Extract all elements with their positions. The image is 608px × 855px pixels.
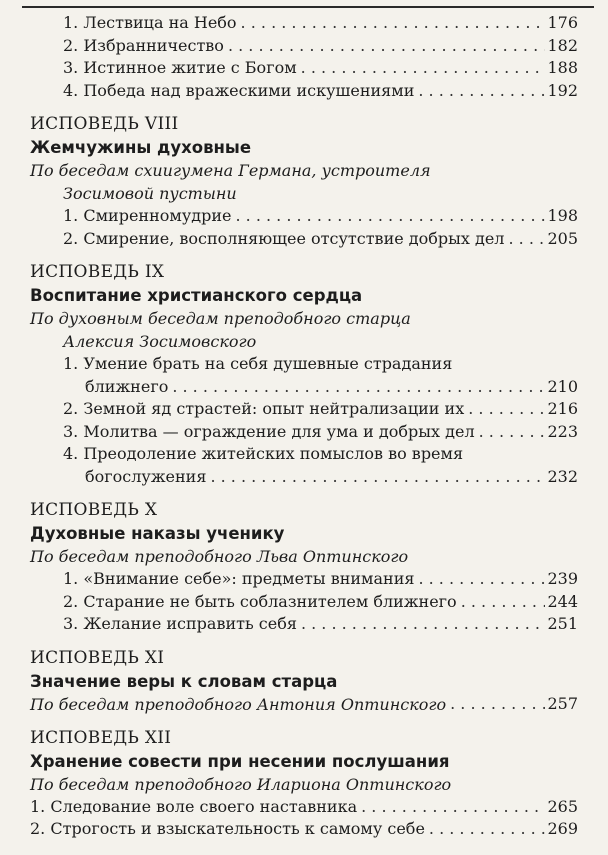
leader-dots [479, 421, 546, 444]
toc-entry-page: 192 [547, 80, 578, 100]
section-title: Воспитание христианского сердца [30, 286, 363, 305]
section-subtitle-cont: Зосимовой пустыни [63, 184, 237, 203]
section-subtitle: По беседам схиигумена Германа, устроителя [30, 161, 431, 180]
toc-entry-text: 3. Желание исправить себя [63, 614, 297, 633]
toc-entry[interactable] [30, 35, 578, 58]
leader-dots [301, 57, 546, 80]
leader-dots [210, 466, 545, 489]
toc-entry[interactable] [30, 818, 578, 841]
section-heading: ИСПОВЕДЬ X [30, 500, 158, 520]
leader-dots [172, 376, 545, 399]
toc-entry[interactable] [30, 205, 578, 228]
leader-dots [461, 591, 546, 614]
leader-dots [429, 818, 546, 841]
leader-dots [241, 12, 546, 35]
section-subtitle-cont: Алексия Зосимовского [63, 332, 257, 351]
toc-section-10 [30, 498, 578, 636]
section-heading: ИСПОВЕДЬ VIII [30, 114, 179, 134]
toc-entry-page: 244 [547, 591, 578, 611]
toc-entry[interactable] [30, 12, 578, 35]
toc-entry-text: 2. Смирение, восполняющее отсутствие добрых дел [63, 228, 505, 248]
section-title: Хранение совести при несении послушания [30, 751, 450, 771]
toc-entry[interactable] [30, 57, 578, 80]
toc-entry-text: 2. Избранничество [63, 35, 224, 55]
toc-entry-text: 3. Истинное житие с Богом [63, 58, 297, 77]
toc-entry-text: 1. Следование воле своего наставника [30, 796, 358, 816]
toc-section-8 [30, 112, 578, 250]
section-title: Жемчужины духовные [30, 138, 252, 157]
toc-entry[interactable] [30, 228, 578, 251]
section-heading: ИСПОВЕДЬ IX [30, 262, 165, 282]
toc-entry[interactable] [30, 613, 578, 636]
leader-dots [508, 228, 545, 251]
section-title: Значение веры к словам старца [30, 671, 338, 691]
toc-entry-page: 188 [547, 58, 578, 77]
toc-entry-page: 182 [547, 35, 578, 55]
leader-dots [228, 35, 546, 58]
top-rule [22, 6, 594, 8]
toc-entry-text: ближнего [85, 376, 169, 396]
toc-entry-text: 2. Старание не быть соблазнителем ближнего [63, 591, 457, 611]
toc-entry[interactable] [30, 80, 578, 103]
toc-entry-page: 265 [547, 796, 578, 816]
section-title: Духовные наказы ученику [30, 524, 285, 543]
section-subtitle: По беседам преподобного Антония Оптинского [30, 694, 447, 714]
leader-dots [418, 568, 545, 591]
toc-entry-page: 176 [547, 13, 578, 32]
toc-entry-page: 239 [547, 569, 578, 588]
toc-entry[interactable] [30, 568, 578, 591]
toc-entry-page: 223 [547, 421, 578, 441]
leader-dots [301, 613, 546, 636]
toc-entry-text: 2. Земной яд страстей: опыт нейтрализации их [63, 399, 465, 418]
toc-entry-page: 216 [547, 399, 578, 418]
leader-dots [235, 205, 545, 228]
toc-section-11 [30, 646, 578, 716]
leader-dots [468, 398, 545, 421]
toc-entry[interactable] [30, 591, 578, 614]
toc-block-continuation [30, 12, 578, 102]
toc-entry-page: 269 [547, 819, 578, 838]
toc-entry-page: 257 [547, 694, 578, 713]
section-subtitle: По беседам преподобного Льва Оптинского [30, 547, 409, 566]
toc-entry-text: богослужения [85, 466, 207, 486]
toc-entry-text: 1. Лествица на Небо [63, 13, 237, 32]
toc-entry-line1[interactable]: 4. Преодоление житейских помыслов во время [63, 444, 464, 463]
toc-entry-text: 2. Строгость и взыскательность к самому себе [30, 819, 425, 838]
toc-entry-page: 198 [547, 206, 578, 225]
toc-entry-text: 3. Молитва — ограждение для ума и добрых дел [63, 421, 475, 441]
toc-entry-page: 205 [547, 228, 578, 248]
toc-section-12 [30, 726, 578, 841]
toc-entry-page: 232 [547, 466, 578, 486]
toc-entry-text: 1. Смиренномудрие [63, 206, 232, 225]
toc-entry-line1[interactable]: 1. Умение брать на себя душевные страдания [63, 354, 453, 373]
toc-entry[interactable] [30, 466, 578, 489]
toc-page [30, 12, 578, 841]
toc-entry[interactable] [30, 796, 578, 819]
toc-entry-page: 251 [547, 614, 578, 633]
toc-entry[interactable] [30, 421, 578, 444]
leader-dots [361, 796, 545, 819]
section-heading: ИСПОВЕДЬ XII [30, 727, 172, 748]
toc-entry-page: 210 [547, 376, 578, 396]
section-subtitle: По духовным беседам преподобного старца [30, 309, 411, 328]
toc-entry-text: 1. «Внимание себе»: предметы внимания [63, 569, 415, 588]
section-heading: ИСПОВЕДЬ XI [30, 647, 165, 668]
leader-dots [450, 693, 545, 716]
section-subtitle: По беседам преподобного Илариона Оптинского [30, 774, 452, 794]
toc-entry-text: 4. Победа над вражескими искушениями [63, 80, 415, 100]
leader-dots [418, 80, 545, 103]
toc-entry[interactable] [30, 398, 578, 421]
toc-entry[interactable] [30, 693, 578, 716]
toc-entry[interactable] [30, 376, 578, 399]
toc-section-9 [30, 260, 578, 488]
